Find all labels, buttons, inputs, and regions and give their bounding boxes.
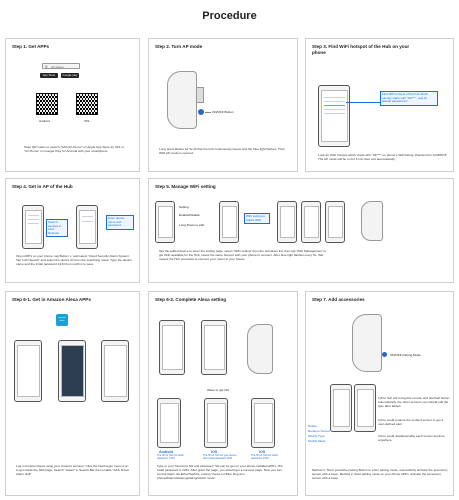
phone-android-login bbox=[157, 398, 181, 448]
point-3: 3)You could disable/enable each sensor anytime anywhere. bbox=[378, 434, 445, 442]
phone-screen bbox=[25, 210, 42, 244]
phone-wifi-select bbox=[301, 201, 321, 243]
step6-1-description: Log in Amazon Alexa using your Amazon account. Click the hamburger menu icon to get inside the Skill page. Search "sasair" in Search Bar then enable "SAS Smart Alarm skill". bbox=[16, 464, 129, 476]
pairing-icon bbox=[382, 352, 387, 357]
label-modify-type: Modify Type bbox=[308, 434, 325, 438]
phone-ios-login-1 bbox=[204, 398, 228, 448]
list-item bbox=[324, 113, 345, 114]
list-item bbox=[28, 223, 39, 224]
qr-code-android bbox=[36, 93, 58, 115]
google-play-button[interactable]: Google play bbox=[62, 73, 78, 77]
phone-screen bbox=[79, 210, 96, 244]
qr-code-ios bbox=[76, 93, 98, 115]
wifi-hotspot-callout: Find WiFi hotspot of the hub which namely starts with "SK***", and its default password is bbox=[380, 91, 438, 106]
search-input: Air-Home bbox=[51, 65, 64, 70]
phone-screen bbox=[204, 325, 225, 370]
search-bar[interactable] bbox=[42, 63, 80, 69]
list-item bbox=[82, 221, 93, 222]
step6-2-title: Step 6-2. Complete Alexa setting bbox=[155, 297, 227, 302]
note-ios-2: The SN of Hub As initial password: 1234 bbox=[251, 454, 278, 460]
phone-wifi-management bbox=[277, 201, 297, 243]
long-press-label: Long Press to edit bbox=[179, 223, 204, 227]
step6-2-card bbox=[148, 291, 298, 496]
list-item bbox=[324, 97, 345, 98]
wifi-setting-callout: WiFi setting to Adjust WiFi bbox=[244, 213, 270, 224]
phone-screen bbox=[254, 403, 273, 443]
hub-device bbox=[167, 71, 197, 129]
phone-device-name bbox=[76, 205, 98, 249]
search-icon: ⚲ bbox=[45, 64, 48, 69]
on-off-button-label: ON/OFF Button bbox=[212, 110, 234, 114]
step6-2-description: Type in your Xsecent's SN and password. SN can be get on your above-installed APPs. The initial password is 1234. After grant the page, you should get a success page. Now you can control Alarm via Echo/Tap/Dot, voicing 'Alexa, let Blue Dog arm phone/disarm/stateing/sating/switch mode'. bbox=[157, 464, 283, 480]
step6-1-card bbox=[5, 291, 140, 496]
step3-description: Look for WiFi hotspot which starts with "SK***" on phone's WiFi listing. Password is 12345678. The AP mode will be on for 5 min then exit automatically. bbox=[318, 153, 448, 161]
pointer-line bbox=[205, 112, 211, 113]
step2-title: Step 2. Turn AP mode bbox=[155, 44, 203, 49]
phone-screen bbox=[328, 206, 343, 238]
pointer-line bbox=[346, 102, 380, 103]
point-2: 2)You could rename the emitted sensor to get a user-defined alert bbox=[378, 418, 444, 426]
phone-wifi-confirm bbox=[325, 201, 345, 243]
phone-screen bbox=[160, 403, 179, 443]
phone-screen bbox=[321, 90, 348, 142]
phone-accessories bbox=[330, 384, 352, 432]
phone-screen bbox=[61, 345, 84, 397]
pairing-method: Method 1: Short press/the pairing Button to enter pairing mode, successfully activate the accessory sensor with a beep. Method 2: Start pairing mode on your phone APPs, activate the accessory sensor with a beep. bbox=[312, 468, 448, 480]
phone-screen bbox=[162, 325, 183, 370]
amazon-alexa-logo: amazon alexa bbox=[56, 314, 68, 326]
step2-card bbox=[148, 38, 298, 172]
step4-card bbox=[5, 178, 140, 283]
list-item bbox=[324, 105, 345, 106]
label-android: Android bbox=[39, 119, 50, 123]
list-item bbox=[28, 219, 39, 220]
search-devices-callout: Search devices in Lanz Network bbox=[46, 219, 68, 237]
phone-screen bbox=[104, 345, 127, 397]
phone-settings bbox=[155, 201, 175, 243]
enter-device-callout: Enter device name and password bbox=[106, 215, 134, 230]
phone-screen bbox=[17, 345, 40, 397]
list-item bbox=[324, 101, 345, 102]
hub-device bbox=[352, 314, 382, 372]
phone-alexa-menu bbox=[58, 340, 86, 402]
step7-card bbox=[305, 291, 454, 496]
enable-disable-label: Enable/Disable bbox=[179, 213, 200, 217]
phone-screen bbox=[280, 206, 295, 238]
step3-card bbox=[305, 38, 454, 172]
hub-device bbox=[361, 201, 383, 241]
phone-sensor-edit bbox=[354, 384, 376, 432]
setting-label: Setting bbox=[179, 205, 189, 209]
step4-description: Open APPs on your phone, tap Button '+' and select 'Cloud Security Alarm System'. Tap 'LAN Search' and select the device ID from the searching result. Type the device name and the initial password 1234 then confirm to save. bbox=[16, 254, 132, 266]
phone-screen bbox=[304, 206, 319, 238]
wave-label: Wave to get ON bbox=[207, 388, 229, 392]
echo-device bbox=[247, 324, 273, 374]
list-item bbox=[28, 215, 39, 216]
phone-lan-search bbox=[22, 205, 44, 249]
step7-title: Step 7. Add accessories bbox=[312, 297, 365, 302]
phone-alexa-app bbox=[159, 320, 185, 375]
phone-ios-login-2 bbox=[251, 398, 275, 448]
app-store-button[interactable]: App Store bbox=[40, 73, 58, 78]
pairing-mode-label: ON/OFF Pairing Mode bbox=[390, 353, 421, 357]
step4-title: Step 4. Get in AP of the Hub bbox=[12, 184, 73, 189]
phone-screen bbox=[333, 389, 350, 427]
note-android: The SN of Hub As initial password: 1234 bbox=[157, 454, 184, 460]
list-item bbox=[82, 216, 93, 217]
page-title: Procedure bbox=[202, 10, 257, 22]
list-item bbox=[324, 109, 345, 110]
hub-plug bbox=[196, 87, 204, 103]
phone-screen bbox=[222, 206, 237, 238]
label-ios: IOS bbox=[84, 119, 90, 123]
step2-description: Long press Button for 5s till that the hub continuously beeps and the blue light flashes. Then WiFi AP mode is opened. bbox=[159, 147, 285, 155]
step1-title: Step 1. Get APPs bbox=[12, 44, 50, 49]
phone-alexa-skill bbox=[101, 340, 129, 402]
label-android: Android bbox=[159, 450, 173, 454]
note-ios-1: The SN of Hub As your device then Initial password 1234 bbox=[203, 454, 237, 460]
step3-title: Step 3. Find WiFi hotspot of the Hub on your phone bbox=[312, 44, 410, 55]
point-1: 1)The hub will recognize remote and doorbell button automatically, the other sensors you should edit the type after added. bbox=[378, 396, 450, 408]
phone-wifi-list bbox=[318, 85, 350, 147]
phone-screen bbox=[207, 403, 226, 443]
phone-alexa-skill-page bbox=[201, 320, 227, 375]
label-rename-sensor: Rename Sensor bbox=[308, 429, 331, 433]
phone-device-menu bbox=[219, 201, 239, 243]
phone-alexa-login bbox=[14, 340, 42, 402]
power-icon bbox=[198, 109, 204, 115]
phone-screen bbox=[158, 206, 173, 238]
step1-card bbox=[5, 38, 140, 172]
step5-description: Tap the added device to enter the setting page, select "WiFi setting" from the pull-down list, then tap 'WiFi Management' to get WiFi available for the Hub, select the same hotspot with your phone to connect. After blue light flashes every 5s, that means the Hub succeeds to connect your router in your house. bbox=[159, 249, 327, 261]
step5-card bbox=[148, 178, 454, 283]
label-ios-1: IOS bbox=[211, 450, 218, 454]
label-delete: Delete bbox=[308, 424, 317, 428]
step1-description: Scan QR codes or search "SAS Air-Home" on Apple App Store for iOS or "Air-Home" on Google Play for Android with your smartphone bbox=[24, 145, 124, 153]
step6-1-title: Step 6-1. Get in Amazon Alexa APPs bbox=[12, 297, 91, 302]
label-ios-2: IOS bbox=[259, 450, 266, 454]
phone-screen bbox=[357, 389, 374, 427]
step5-title: Step 5. Manage WiFi setting bbox=[155, 184, 216, 189]
label-modify-mode: Modify Mode bbox=[308, 439, 326, 443]
